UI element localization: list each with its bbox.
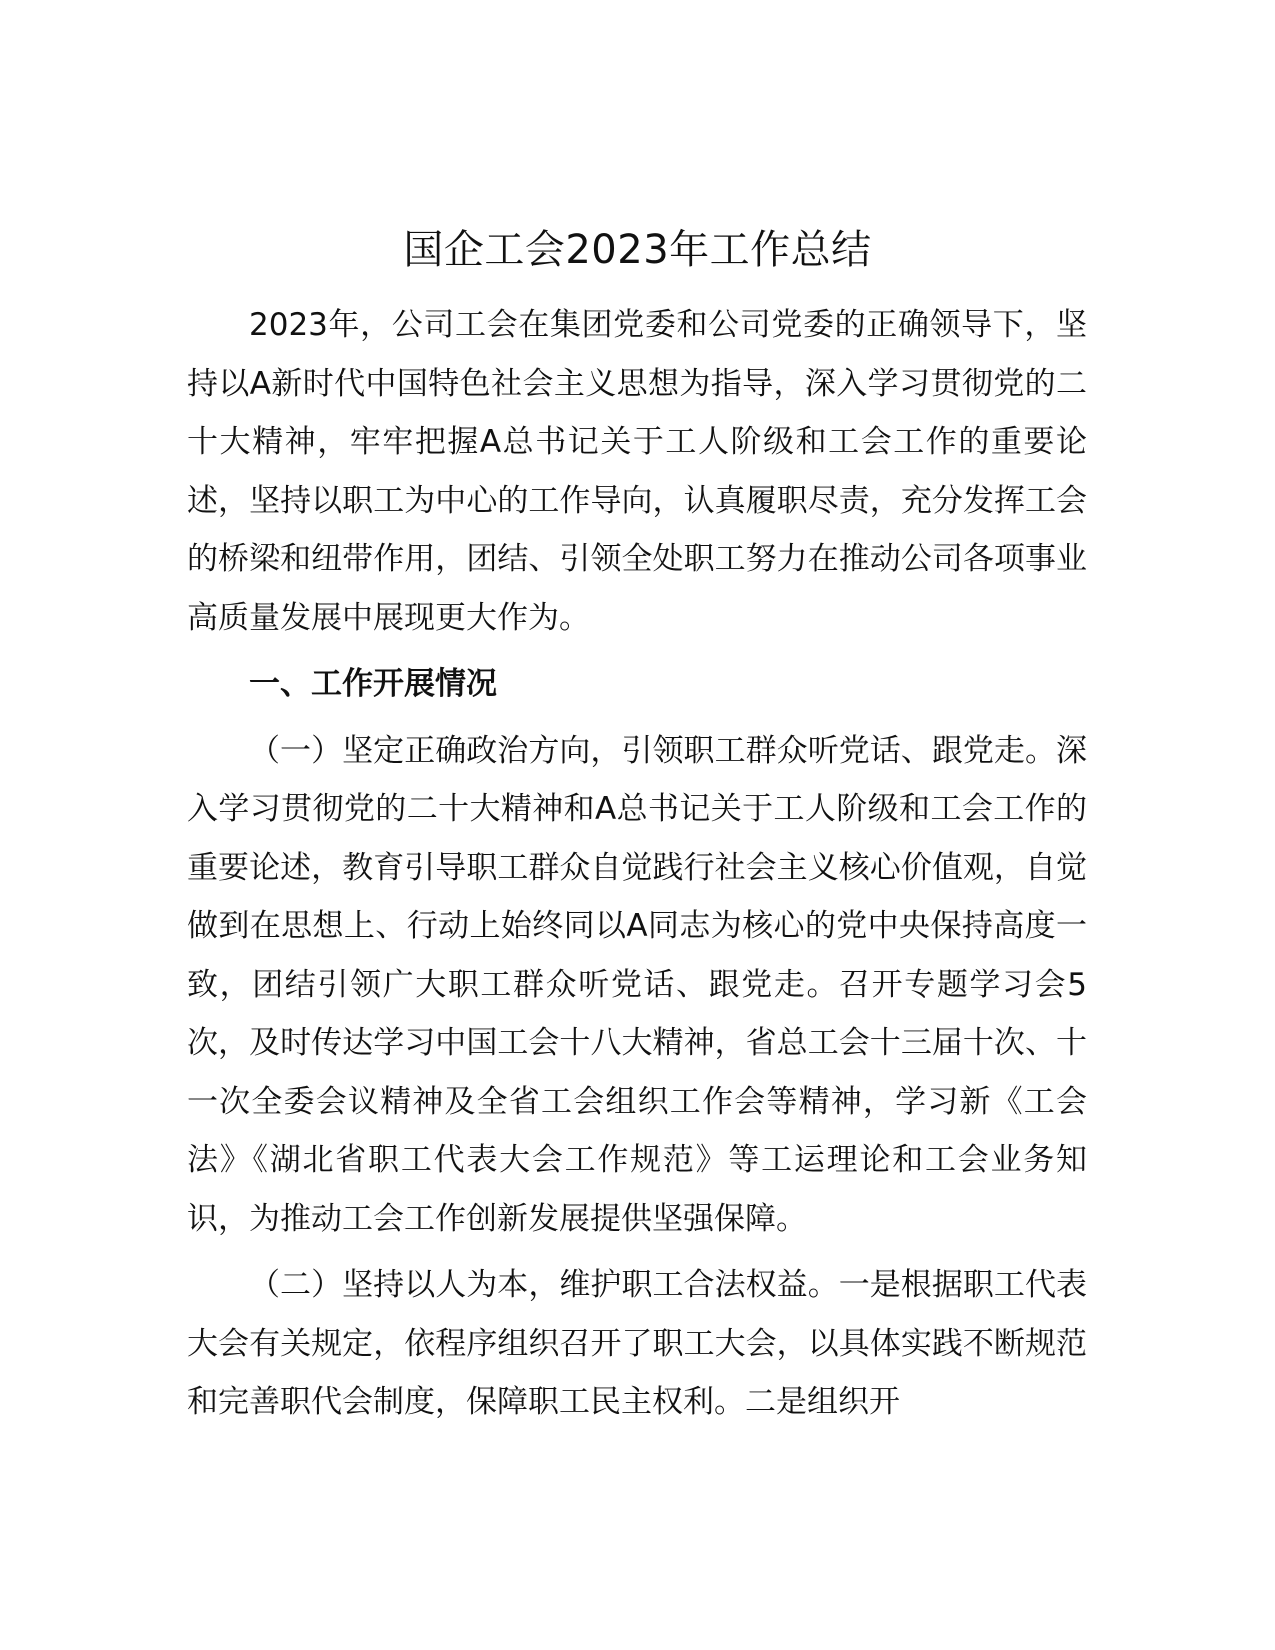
paragraph-worker-rights: （二）坚持以人为本，维护职工合法权益。一是根据职工代表大会有关规定，依程序组织召开了职工大会，以具体实践不断规范和完善职代会制度，保障职工民主权利。二是组织开 [187, 1267, 1087, 1420]
intro-paragraph: 2023年，公司工会在集团党委和公司党委的正确领导下，坚持以A新时代中国特色社会主义思想为指导，深入学习贯彻党的二十大精神，牢牢把握A总书记关于工人阶级和工会工作的重要论述，坚持以职工为中心的工作导向，认真履职尽责，充分发挥工会的桥梁和纽带作用，团结、引领全处职工努力在推动公司各项事业高质量发展中展现更大作为。 [187, 307, 1087, 636]
section-heading: 一、工作开展情况 [249, 666, 497, 702]
paragraph-political-direction: （一）坚定正确政治方向，引领职工群众听党话、跟党走。深入学习贯彻党的二十大精神和A总书记关于工人阶级和工会工作的重要论述，教育引导职工群众自觉践行社会主义核心价值观，自觉做到在思想上、行动上始终同以A同志为核心的党中央保持高度一致，团结引领广大职工群众听党话、跟党走。召开专题学习会5次，及时传达学习中国工会十八大精神，省总工会十三届十次、十一次全委会议精神及全省工会组织工作会等精神，学习新《工会法》《湖北省职工代表大会工作规范》等工运理论和工会业务知识，为推动工会工作创新发展提供坚强保障。 [187, 732, 1087, 1237]
document-body [187, 296, 1087, 1432]
document-title: 国企工会2023年工作总结 [403, 227, 872, 273]
